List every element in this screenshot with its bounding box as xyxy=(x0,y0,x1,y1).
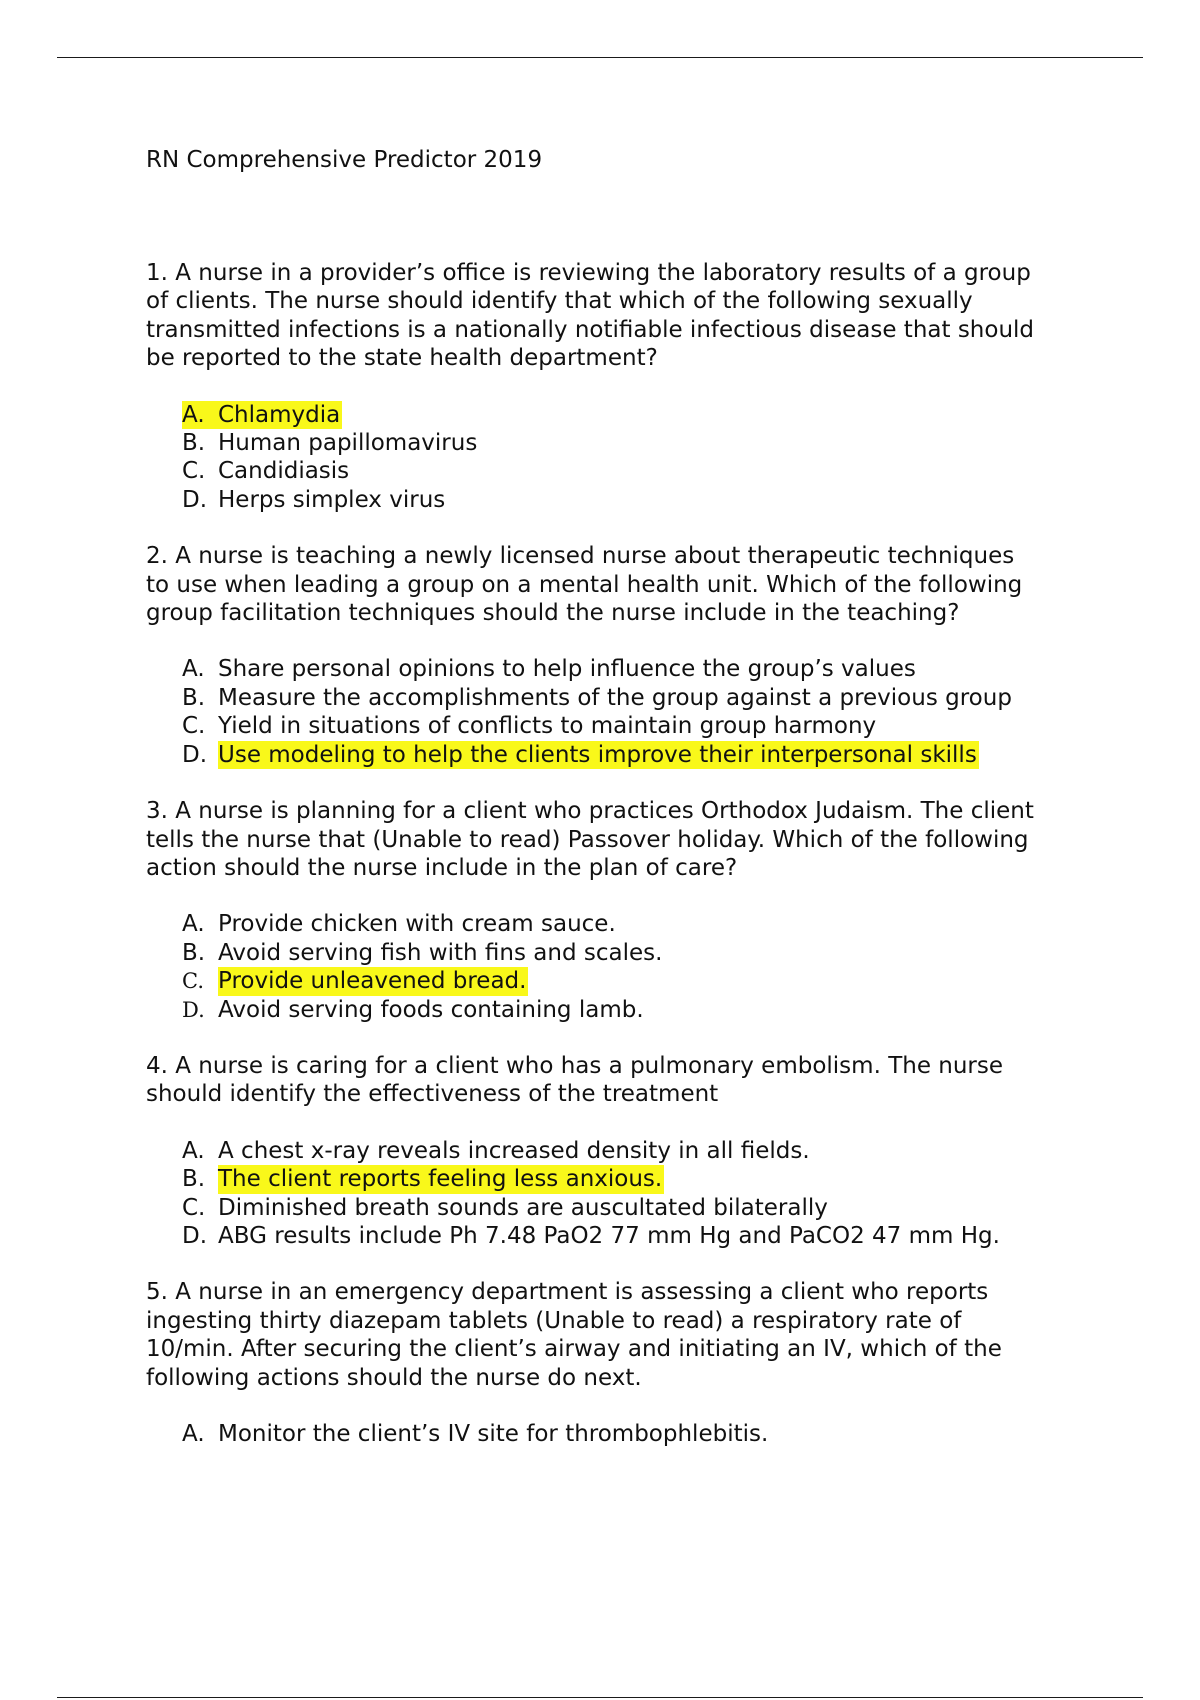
option-text-highlighted: Provide unleavened bread. xyxy=(218,968,527,995)
option-b xyxy=(182,1165,1086,1193)
option-letter: D. xyxy=(182,741,208,768)
option-text: Yield in situations of conflicts to maintain group harmony xyxy=(218,713,877,740)
option-text: Monitor the client’s IV site for thrombophlebitis. xyxy=(218,1421,769,1447)
question-text: 2. A nurse is teaching a newly licensed nurse about therapeutic techniques to use when leading a group on a mental health unit. Which of the following group facilitation techniques should the nurse include in the teaching? xyxy=(146,543,1023,627)
option-text: Avoid serving foods containing lamb. xyxy=(218,996,644,1023)
option-text-highlighted: Chlamydia xyxy=(218,401,341,428)
option-list xyxy=(146,910,1086,1024)
option-text: Share personal opinions to help influence the group’s values xyxy=(218,656,916,683)
option-list xyxy=(146,655,1086,769)
option-text: Human papillomavirus xyxy=(218,430,478,457)
option-letter: C. xyxy=(182,458,206,485)
option-b xyxy=(182,429,1086,457)
option-d xyxy=(182,486,1086,514)
option-d xyxy=(182,996,1086,1024)
option-letter: D. xyxy=(182,997,205,1022)
option-letter: D. xyxy=(182,486,208,513)
option-a xyxy=(182,1420,1086,1448)
question-3 xyxy=(146,797,1086,1024)
option-text: Provide chicken with cream sauce. xyxy=(218,911,616,938)
option-letter: D. xyxy=(182,1222,208,1249)
option-list xyxy=(146,1420,1086,1448)
option-letter: A. xyxy=(182,401,218,429)
option-a xyxy=(182,1137,1086,1165)
option-text: A chest x-ray reveals increased density in all fields. xyxy=(218,1137,810,1164)
option-d xyxy=(182,741,1086,769)
option-a xyxy=(182,401,1086,429)
option-a xyxy=(182,910,1086,938)
option-letter: B. xyxy=(182,1166,206,1193)
question-1 xyxy=(146,259,1086,514)
option-text: Diminished breath sounds are auscultated bilaterally xyxy=(218,1194,828,1221)
question-text: 1. A nurse in a provider’s office is reviewing the laboratory results of a group of clients. The nurse should identify that which of the following sexually transmitted infections is a nationally notifiable infectious disease that should be reported to the state health department? xyxy=(146,260,1035,372)
question-text: 3. A nurse is planning for a client who practices Orthodox Judaism. The client tells the nurse that (Unable to read) Passover holiday. Which of the following action should the nurse include in the plan of care? xyxy=(146,798,1034,881)
question-2 xyxy=(146,542,1086,769)
option-text-highlighted: Use modeling to help the clients improve their interpersonal skills xyxy=(218,741,977,768)
option-letter: B. xyxy=(182,684,206,711)
option-letter: C. xyxy=(182,969,204,994)
option-list xyxy=(146,1137,1086,1251)
option-letter: C. xyxy=(182,713,206,740)
option-letter: C. xyxy=(182,1194,206,1221)
option-letter: A. xyxy=(182,1421,205,1447)
option-text-highlighted: The client reports feeling less anxious. xyxy=(218,1166,663,1193)
option-text: Candidiasis xyxy=(218,458,350,485)
option-letter: B. xyxy=(182,430,206,457)
option-c xyxy=(182,712,1086,740)
option-c xyxy=(182,457,1086,485)
option-list xyxy=(146,401,1086,515)
question-text: 5. A nurse in an emergency department is assessing a client who reports ingesting thirty diazepam tablets (Unable to read) a respiratory rate of 10/min. After securing the client’s airway and initiating an IV, which of the following actions should the nurse do next. xyxy=(146,1279,1002,1391)
question-4 xyxy=(146,1052,1086,1250)
option-b xyxy=(182,684,1086,712)
option-b xyxy=(182,939,1086,967)
question-5 xyxy=(146,1278,1086,1448)
option-c xyxy=(182,1194,1086,1222)
option-letter: B. xyxy=(182,939,206,966)
option-d xyxy=(182,1222,1086,1250)
question-text: 4. A nurse is caring for a client who has a pulmonary embolism. The nurse should identify the effectiveness of the treatment xyxy=(146,1052,1004,1108)
option-text: Avoid serving fish with fins and scales. xyxy=(218,939,663,966)
top-rule xyxy=(57,57,1143,58)
document-title: RN Comprehensive Predictor 2019 xyxy=(146,147,543,173)
option-text: Measure the accomplishments of the group against a previous group xyxy=(218,684,1012,711)
option-text: ABG results include Ph 7.48 PaO2 77 mm Hg and PaCO2 47 mm Hg. xyxy=(218,1222,1000,1249)
option-text: Herps simplex virus xyxy=(218,486,446,513)
option-letter: A. xyxy=(182,911,205,938)
option-letter: A. xyxy=(182,656,205,683)
option-letter: A. xyxy=(182,1137,205,1164)
option-c xyxy=(182,967,1086,995)
document-body xyxy=(146,145,1086,1448)
bottom-rule xyxy=(57,1697,1143,1698)
option-a xyxy=(182,655,1086,683)
